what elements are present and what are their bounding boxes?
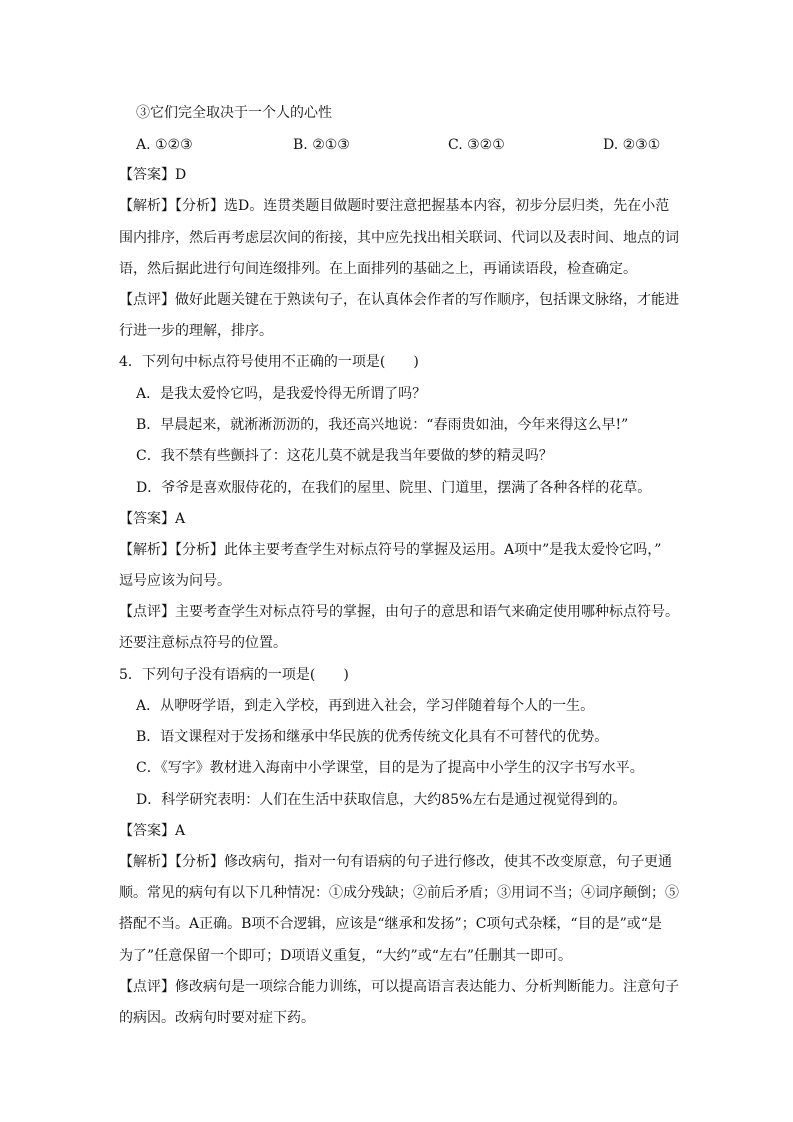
q5-analysis-line-2: 顺。常见的病句有以下几种情况：①成分残缺；②前后矛盾；③用词不当；④词序颠倒；⑤ [119,885,679,901]
q5-analysis-line-1: 【解析】【分析】修改病句，指对一句有语病的句子进行修改，使其不改变原意，句子更通 [119,854,672,870]
answer-label: 【答案】 [119,823,175,839]
q4-answer [119,509,185,529]
q3-option-d: D. ②③① [603,137,661,153]
q4-option-a: A．是我太爱怜它吗，是我爱怜得无所谓了吗？ [136,386,427,402]
q3-analysis-line-3: 语，然后据此进行句间连缀排列。在上面排列的基础之上，再诵读语段，检查确定。 [119,261,637,277]
q3-comment-line-2: 行进一步的理解，排序。 [119,323,273,339]
q3-answer [119,165,186,185]
q3-option-c: C. ③②① [448,137,505,153]
q5-analysis-line-3: 搭配不当。A正确。B项不合逻辑，应该是“继承和发扬”；C项句式杂糅，“目的是”或“是 [119,916,662,932]
answer-value: A [175,823,186,839]
q4-comment-line-2: 还要注意标点符号的位置。 [119,635,287,651]
q3-comment-line-1: 【点评】做好此题关键在于熟读句子，在认真体会作者的写作顺序，包括课文脉络，才能进 [119,292,679,308]
q3-analysis-line-2: 围内排序，然后再考虑层次间的衔接，其中应先找出相关联词、代词以及表时间、地点的词 [119,230,679,246]
q5-analysis-line-4: 为了”任意保留一个即可；D项语义重复，“大约”或“左右”任删其一即可。 [119,948,573,964]
answer-label: 【答案】 [119,167,175,183]
q5-comment-line-1: 【点评】修改病句是一项综合能力训练，可以提高语言表达能力、分析判断能力。注意句子 [119,979,679,995]
q5-option-a: A．从咿呀学语，到走入学校，再到进入社会，学习伴随着每个人的一生。 [136,698,595,714]
q4-option-b: B．早晨起来，就淅淅沥沥的，我还高兴地说：“春雨贵如油，今年来得这么早!” [136,417,629,433]
q4-analysis-line-2: 逗号应该为问号。 [119,573,231,589]
q4-stem: 4．下列句中标点符号使用不正确的一项是( ) [119,354,419,370]
q4-analysis-line-1: 【解析】【分析】此体主要考查学生对标点符号的掌握及运用。A项中”是我太爱怜它吗，” [119,542,662,558]
q3-option-a: A. ①②③ [136,137,193,153]
q5-option-d: D．科学研究表明：人们在生活中获取信息，大约85%左右是通过视觉得到的。 [136,792,627,808]
q5-comment-line-2: 的病因。改病句时要对症下药。 [119,1010,315,1026]
q3-analysis-line-1: 【解析】【分析】选D。连贯类题目做题时要注意把握基本内容，初步分层归类，先在小范 [119,198,670,214]
q3-option-b: B. ②①③ [293,137,350,153]
q5-stem: 5．下列句子没有语病的一项是( ) [119,667,349,683]
answer-label: 【答案】 [119,511,175,527]
q4-option-c: C．我不禁有些颤抖了：这花儿莫不就是我当年要做的梦的精灵吗？ [136,448,553,464]
q5-answer [119,821,185,841]
answer-value: D [175,167,187,183]
q5-option-b: B．语文课程对于发扬和继承中华民族的优秀传统文化具有不可替代的优势。 [136,729,609,745]
q4-comment-line-1: 【点评】主要考查学生对标点符号的掌握，由句子的意思和语气来确定使用哪种标点符号。 [119,604,679,620]
answer-value: A [175,511,186,527]
q5-option-c: C．《写字》教材进入海南中小学课堂，目的是为了提高中小学生的汉字书写水平。 [136,760,644,776]
q4-option-d: D．爷爷是喜欢服侍花的，在我们的屋里、院里、门道里，摆满了各种各样的花草。 [136,480,652,496]
q3-item-3: ③它们完全取决于一个人的心性 [136,105,332,121]
